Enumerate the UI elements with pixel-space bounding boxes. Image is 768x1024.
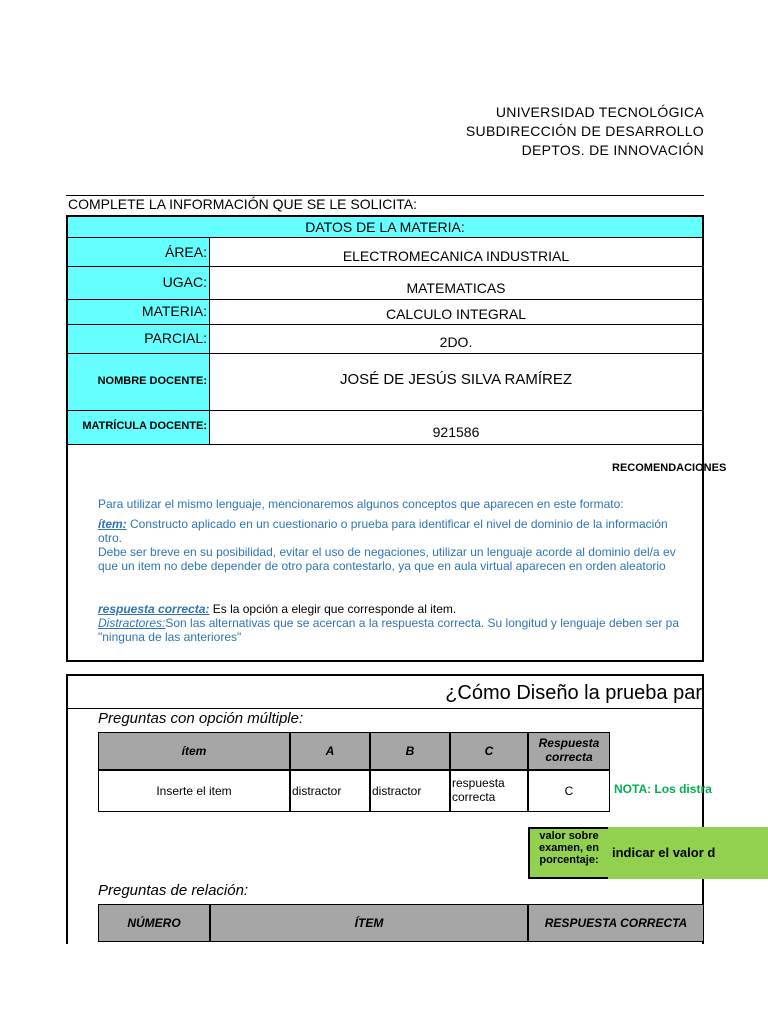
mc-header-correct: Respuesta correcta xyxy=(528,732,610,770)
section-title: DATOS DE LA MATERIA: xyxy=(68,217,702,238)
mc-section-label: Preguntas con opción múltiple: xyxy=(98,710,304,727)
mc-header-item: ítem xyxy=(98,732,290,770)
item-def-line1: Constructo aplicado en un cuestionario o prueba para identificar el nivel de dominio de la información xyxy=(126,517,668,531)
matricula-docente-value[interactable]: 921586 xyxy=(210,411,702,444)
correct-term: respuesta correcta: xyxy=(98,602,210,616)
mc-header-a: A xyxy=(290,732,370,770)
design-title-rule xyxy=(68,708,702,709)
mc-row-a[interactable]: distractor xyxy=(290,770,370,812)
recommendations-title: RECOMENDACIONES xyxy=(612,462,727,474)
nombre-docente-label: NOMBRE DOCENTE: xyxy=(68,354,210,410)
distractor-def: Son las alternativas que se acercan a la respuesta correcta. Su longitud y lenguaje deben ser pa xyxy=(165,616,680,630)
nombre-docente-row xyxy=(68,354,702,411)
relation-section-label: Preguntas de relación: xyxy=(98,882,249,899)
relation-header-item: ÍTEM xyxy=(210,904,528,942)
university-name: UNIVERSIDAD TECNOLÓGICA xyxy=(495,104,704,120)
ugac-row xyxy=(68,267,702,300)
item-term: ítem: xyxy=(98,517,127,531)
distractor-term: Distractores: xyxy=(98,616,166,630)
ugac-label: UGAC: xyxy=(68,267,210,299)
mc-header-c: C xyxy=(450,732,528,770)
relation-header-correct: RESPUESTA CORRECTA xyxy=(528,904,704,942)
area-label: ÁREA: xyxy=(68,238,210,266)
mc-row-item[interactable]: Inserte el item xyxy=(98,770,290,812)
design-title: ¿Cómo Diseño la prueba par xyxy=(445,682,702,704)
nombre-docente-value[interactable]: JOSÉ DE JESÚS SILVA RAMÍREZ xyxy=(210,354,702,410)
parcial-label: PARCIAL: xyxy=(68,325,210,353)
materia-label: MATERIA: xyxy=(68,300,210,324)
area-row xyxy=(68,238,702,267)
mc-row-correct[interactable]: C xyxy=(528,770,610,812)
item-definition xyxy=(98,517,676,573)
mc-header-b: B xyxy=(370,732,450,770)
item-def-line3: Debe ser breve en su posibilidad, evitar el uso de negaciones, utilizar un lenguaje acorde al dominio del/a ev xyxy=(98,545,676,559)
item-def-line2: otro. xyxy=(98,531,123,545)
matricula-docente-label: MATRÍCULA DOCENTE: xyxy=(68,411,210,444)
correct-and-distractor-definitions xyxy=(98,602,679,644)
materia-value[interactable]: CALCULO INTEGRAL xyxy=(210,300,702,324)
value-percent-label: valor sobre examen, en porcentaje: xyxy=(528,827,610,879)
department-name: DEPTOS. DE INNOVACIÓN xyxy=(521,142,704,158)
relation-header-number: NÚMERO xyxy=(98,904,210,942)
parcial-value[interactable]: 2DO. xyxy=(210,325,702,353)
mc-row-c[interactable]: respuesta correcta xyxy=(450,770,528,812)
matricula-docente-row xyxy=(68,411,702,445)
design-panel xyxy=(66,674,712,944)
parcial-row xyxy=(68,325,702,354)
header-clip xyxy=(704,100,768,164)
distractor-def2: "ninguna de las anteriores" xyxy=(98,630,242,644)
subdirectorate-name: SUBDIRECCIÓN DE DESARROLLO xyxy=(465,123,704,139)
item-def-line4: que un item no debe depender de otro para contestarlo, ya que en aula virtual aparecen en orden aleatorio xyxy=(98,559,666,573)
mc-note: NOTA: Los distra xyxy=(614,782,712,796)
ugac-value[interactable]: MATEMATICAS xyxy=(210,267,702,299)
materia-row xyxy=(68,300,702,325)
subject-data-panel xyxy=(66,215,727,662)
correct-def: Es la opción a elegir que corresponde al item. xyxy=(209,602,457,616)
instruction-text: COMPLETE LA INFORMACIÓN QUE SE LE SOLICITA: xyxy=(68,196,418,212)
concepts-intro: Para utilizar el mismo lenguaje, mencionaremos algunos conceptos que aparecen en este formato: xyxy=(98,497,624,511)
mc-row-b[interactable]: distractor xyxy=(370,770,450,812)
value-percent-input[interactable]: indicar el valor d xyxy=(608,827,768,879)
area-value[interactable]: ELECTROMECANICA INDUSTRIAL xyxy=(210,238,702,266)
